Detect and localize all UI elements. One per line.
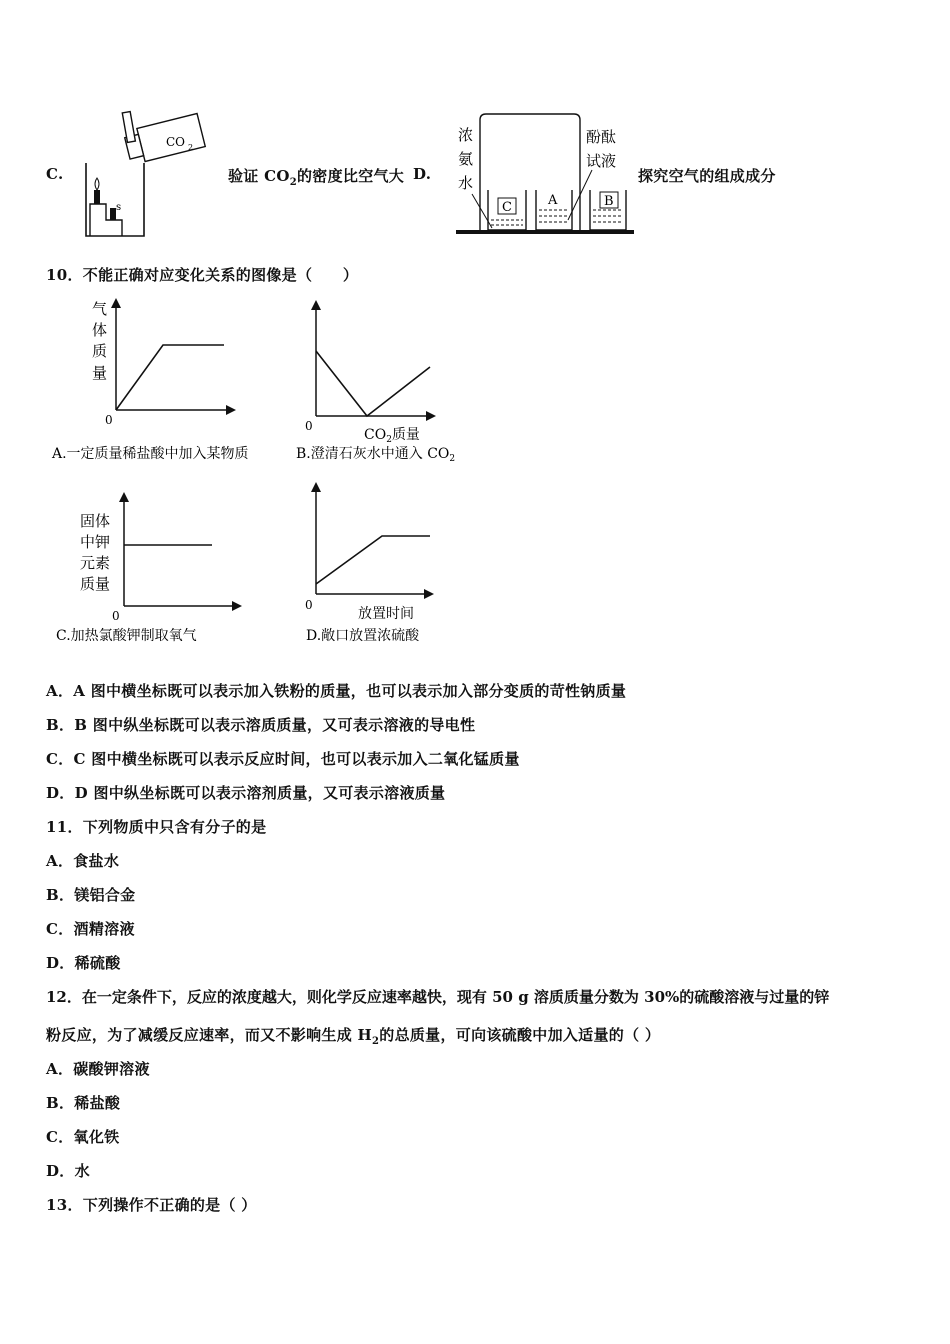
graph-a <box>48 294 298 469</box>
option-c-letter: C. <box>46 165 64 183</box>
q11-option-d: D．稀硫酸 <box>46 954 121 972</box>
label-water: 水 <box>458 174 474 192</box>
q10-option-a: A．A 图中横坐标既可以表示加入铁粉的质量，也可以表示加入部分变质的苛性钠质量 <box>46 682 627 700</box>
graph-b-curve <box>316 351 430 416</box>
graph-a-ylabel-1: 气 <box>92 300 108 318</box>
graph-d <box>296 478 496 648</box>
option-c-text: 验证 $CO_2$的密度比空气大 <box>228 167 405 188</box>
label-phenolphthalein: 酚酞 <box>586 128 617 146</box>
q10-stem: 10．不能正确对应变化关系的图像是（ ） <box>46 266 359 284</box>
graph-a-ylabel-3: 质 <box>92 342 108 360</box>
graph-d-caption: D.敞口放置浓硫酸 <box>306 628 420 644</box>
beaker-b-label: B <box>604 194 614 209</box>
beaker-c-label: C <box>502 200 512 215</box>
graph-a-ylabel-2: 体 <box>92 321 108 339</box>
q12-option-b: B．稀盐酸 <box>46 1094 121 1112</box>
ammonia-diffusion-experiment-figure <box>452 110 637 240</box>
q12-option-d: D．水 <box>46 1162 90 1180</box>
graph-c-caption: C.加热氯酸钾制取氧气 <box>56 628 197 644</box>
q13-stem: 13．下列操作不正确的是（ ） <box>46 1196 257 1214</box>
q11-option-a: A．食盐水 <box>46 852 120 870</box>
candle-label: s <box>116 202 122 213</box>
beaker-a-label: A <box>548 193 558 208</box>
graph-d-xlabel: 放置时间 <box>358 606 414 622</box>
label-ammonia: 氨 <box>458 150 474 168</box>
graph-a-origin: 0 <box>105 413 113 427</box>
q11-stem: 11．下列物质中只含有分子的是 <box>46 818 267 836</box>
graph-b-xlabel: $CO_2$质量 <box>364 427 420 445</box>
q10-option-d: D．D 图中纵坐标既可以表示溶剂质量，又可表示溶液质量 <box>46 784 446 802</box>
q10-option-b: B．B 图中纵坐标既可以表示溶质质量，又可表示溶液的导电性 <box>46 716 476 734</box>
q12-stem-line-2: 粉反应，为了减缓反应速率，而又不影响生成 $H_2$的总质量，可向该硫酸中加入适量的（ ） <box>46 1026 661 1047</box>
graph-b-origin: 0 <box>305 419 313 433</box>
co2-bottle-label: CO <box>166 135 186 149</box>
option-d-text: 探究空气的组成成分 <box>638 167 776 185</box>
q12-stem-line-1: 12．在一定条件下，反应的浓度越大，则化学反应速率越快，现有 50 g 溶质质量分数为 30%的硫酸溶液与过量的锌 <box>46 988 830 1006</box>
graph-c-ylabel-2: 中钾 <box>80 533 111 551</box>
graph-c-ylabel-1: 固体 <box>80 512 111 530</box>
graph-c-ylabel-4: 质量 <box>80 575 111 593</box>
graph-a-caption: A.一定质量稀盐酸中加入某物质 <box>52 446 249 462</box>
q10-option-c: C．C 图中横坐标既可以表示反应时间，也可以表示加入二氧化锰质量 <box>46 750 520 768</box>
option-d-letter: D. <box>413 165 432 183</box>
co2-bottle-label-sub: 2 <box>188 143 194 152</box>
label-concentrated: 浓 <box>458 126 474 144</box>
q12-option-a: A．碳酸钾溶液 <box>46 1060 150 1078</box>
graph-d-curve <box>316 536 430 584</box>
graph-b <box>296 294 496 469</box>
graph-d-origin: 0 <box>305 598 313 612</box>
graph-a-ylabel-4: 量 <box>92 364 108 382</box>
q11-option-c: C．酒精溶液 <box>46 920 135 938</box>
graph-c-ylabel-3: 元素 <box>80 554 111 572</box>
graph-a-curve <box>116 345 224 410</box>
graph-c-origin: 0 <box>112 609 120 623</box>
q11-option-b: B．镁铝合金 <box>46 886 136 904</box>
label-test-solution: 试液 <box>586 152 617 170</box>
graph-c <box>52 488 292 648</box>
graph-b-caption: B.澄清石灰水中通入 $CO_2$ <box>296 446 456 464</box>
q12-option-c: C．氧化铁 <box>46 1128 120 1146</box>
co2-density-experiment-figure <box>80 108 225 240</box>
